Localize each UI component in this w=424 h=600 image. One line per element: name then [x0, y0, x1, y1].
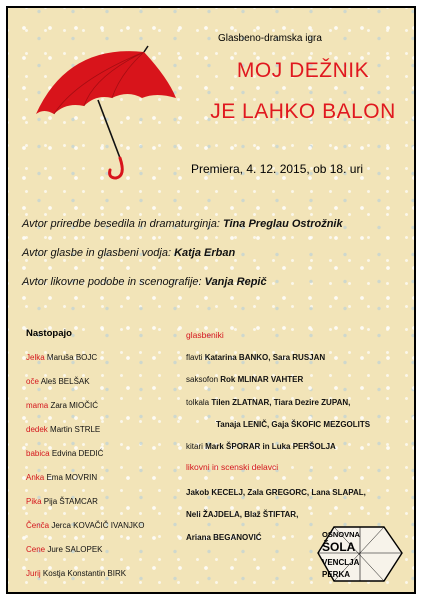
red-umbrella-illustration: [28, 36, 178, 186]
artist-row: Jakob KECELJ, Zala GREGORC, Lana SLAPAL,: [186, 488, 366, 497]
poster: [6, 6, 416, 594]
title-line-2: JE LAHKO BALON: [210, 100, 396, 123]
credit-dramaturgy: Avtor priredbe besedila in dramaturginja: Tina Preglau Ostrožnik: [22, 218, 343, 230]
musician-row: tolkala Tilen ZLATNAR, Tiara Dezire ZUPAN,: [186, 397, 351, 407]
logo-word: VENCLJA: [322, 558, 360, 567]
artist-row: Ariana BEGANOVIĆ: [186, 532, 262, 542]
cast-row: Čenča Jerca KOVAČIČ IVANJKO: [26, 521, 145, 530]
musicians-heading: glasbeniki: [186, 330, 224, 340]
cast-row: Jelka Maruša BOJC: [26, 353, 98, 362]
cast-row: Pika Pija ŠTAMCAR: [26, 497, 98, 506]
logo-word: PERKA: [322, 570, 351, 579]
logo-word: ŠOLA: [322, 540, 356, 554]
cast-row: Cene Jure SALOPEK: [26, 545, 103, 554]
musicians-list: [186, 351, 370, 462]
musician-row: flavti Katarina BANKO, Sara RUSJAN: [186, 353, 326, 362]
cast-list: [26, 351, 144, 591]
musician-row: kitari Mark ŠPORAR in Luka PERŠOLJA: [186, 442, 336, 452]
musician-row: Tanaja LENIČ, Gaja ŠKOFIC MEZGOLITS: [216, 419, 371, 429]
cast-row: mama Zara MIOČIĆ: [26, 401, 99, 410]
premiere-date: Premiera, 4. 12. 2015, ob 18. uri: [191, 162, 364, 176]
cast-row: babica Edvina DEDIĆ: [26, 449, 104, 458]
credit-music: Avtor glasbe in glasbeni vodja: Katja Erban: [22, 247, 236, 259]
cast-row: Jurij Kostja Konstantin BIRK: [26, 569, 127, 578]
credit-scenography: Avtor likovne podobe in scenografije: Vanja Repič: [22, 276, 267, 288]
cast-row: Anka Ema MOVRIN: [26, 473, 98, 482]
school-logo: [314, 523, 406, 585]
title-line-1: MOJ DEŽNIK: [236, 59, 370, 82]
artists-heading: likovni in scenski delavci: [186, 462, 279, 472]
cast-row: oče Aleš BELŠAK: [26, 377, 90, 386]
cast-heading: Nastopajo: [26, 328, 72, 339]
subtitle: Glasbeno-dramska igra: [218, 33, 322, 44]
artist-row: Neli ŽAJDELA, Blaž ŠTIFTAR,: [186, 510, 299, 520]
cast-row: dedek Martin STRLE: [26, 425, 101, 434]
musician-row: saksofon Rok MLINAR VAHTER: [186, 375, 304, 385]
logo-word: OSNOVNA: [322, 530, 360, 539]
